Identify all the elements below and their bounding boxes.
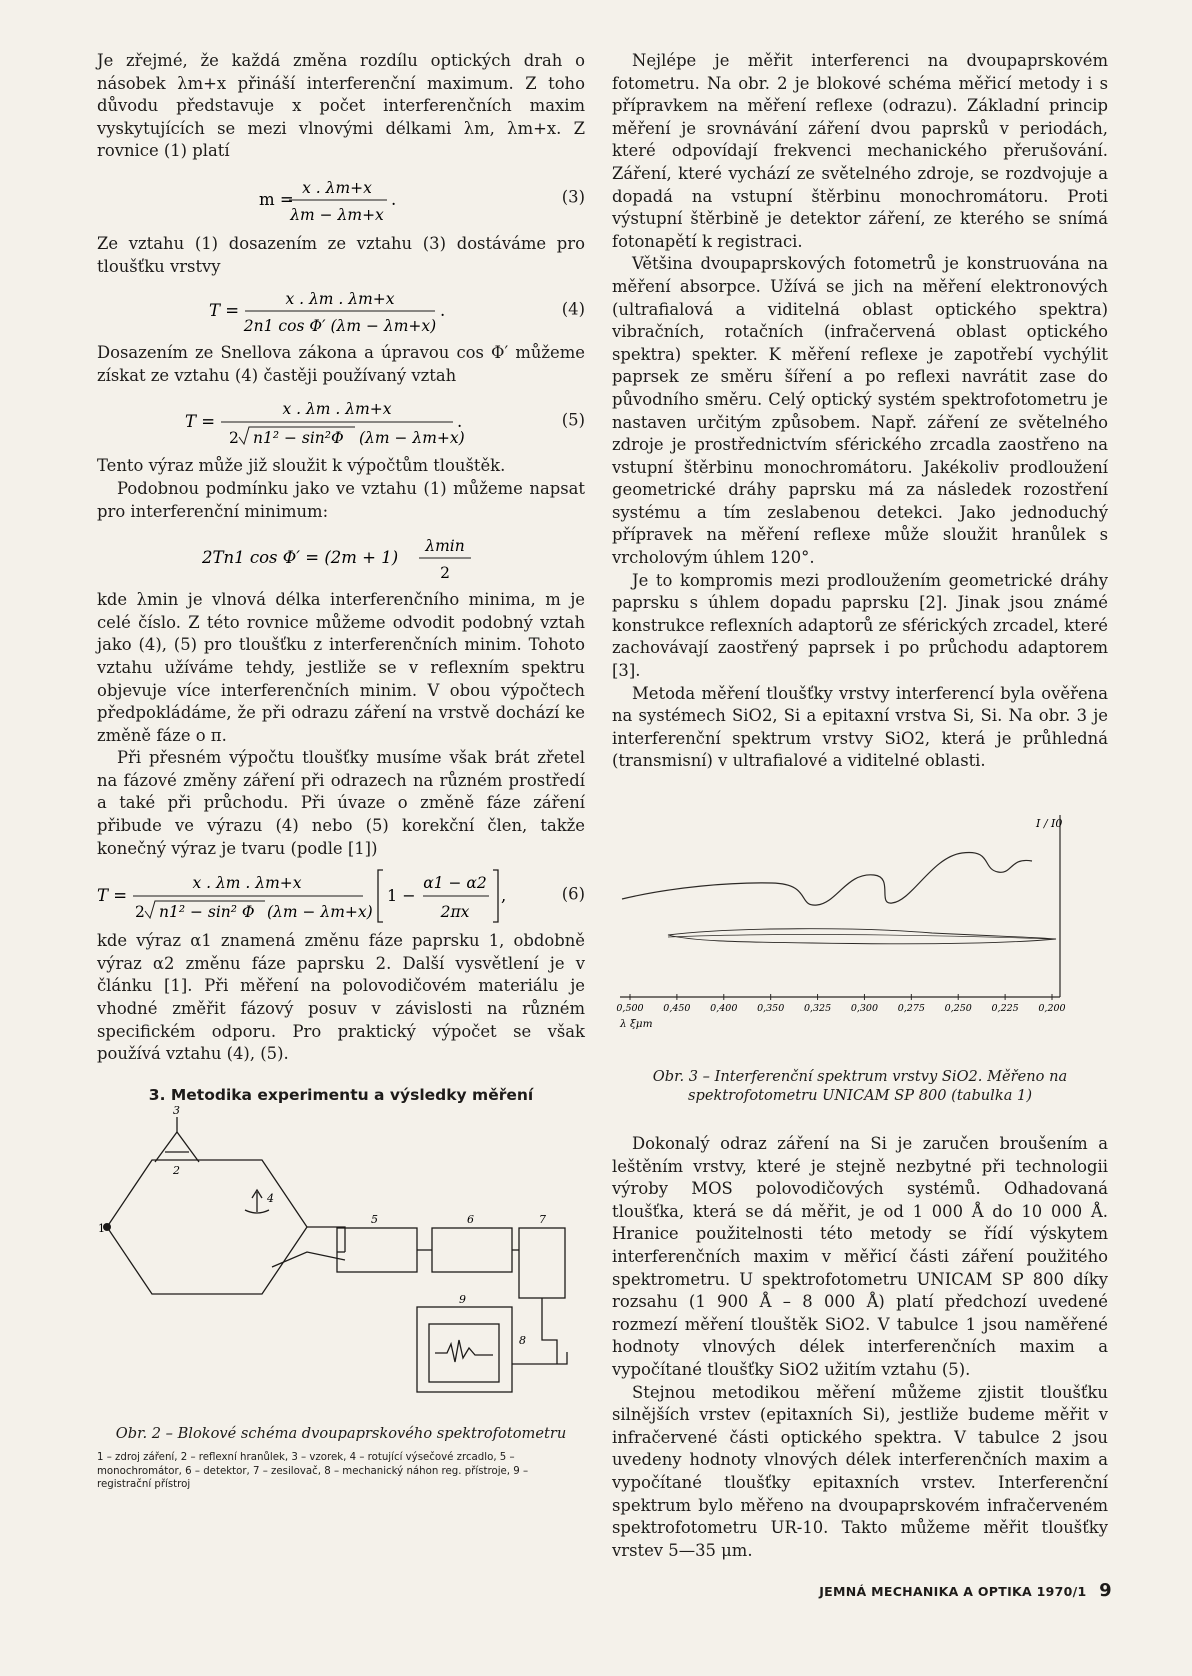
eq-radicand: n1² − sin² Φ (159, 903, 255, 922)
eq-bracket-term: 1 − (387, 886, 416, 906)
paragraph: Dokonalý odraz záření na Si je zaručen broušením a leštěním vrstvy, které je stejně nezbytné při technologii výroby MOS polovodičových systémů. Odhadovaná tloušťka, která se dá měřit, je od 1 000 Å do 10 000 Å. Hranice použitelnosti této metody se řídí výskytem interferenčních maxim v měřicí části záření použitého spektrometru. U spektrofotometru UNICAM SP 800 díky rozsahu (1 900 Å – 8 000 Å) platí předchozí uvedené rozmezí měření tlouštěk SiO2. V tabulce 1 jsou naměřené hodnoty vlnových délek interferenčních maxim a vypočítané tloušťky SiO2 užitím vztahu (5). (612, 1134, 1108, 1379)
figure-3 (612, 787, 1108, 1067)
diagram-label: 8 (519, 1334, 526, 1348)
baseline-trace (668, 929, 1056, 944)
x-tick-label: 0,200 (1038, 1003, 1066, 1014)
eq-numerator: λmin (425, 537, 465, 556)
eq-denominator: 2 (440, 564, 450, 583)
eq-denominator: 2n1 cos Φ′ (λm − λm+x) (243, 317, 437, 336)
paragraph: Tento výraz může již sloužit k výpočtům tlouštěk. (97, 456, 506, 476)
diagram-label: 9 (459, 1293, 466, 1307)
paragraph: kde λmin je vlnová délka interferenčního minima, m je celé číslo. Z této rovnice můžeme odvodit podobný vztah jako (4), (5) pro tloušťku z interferenčních minim. Tohoto vztahu užíváme tehdy, jestliže se v reflexním spektru objevuje více interferenčních minim. V obou výpočtech předpokládáme, že při odrazu záření na vrstvě dochází ke změně fáze o π. (97, 590, 585, 745)
x-tick-label: 0,450 (663, 1003, 691, 1014)
paragraph: Podobnou podmínku jako ve vztahu (1) můžeme napsat pro interferenční minimum: (97, 478, 585, 521)
paragraph: Většina dvoupaprskových fotometrů je konstruována na měření absorpce. Užívá se jich na měření elektronových (ultrafialová a viditelná oblast optického spektra) vibračních, rotačních (infračervená oblast optického spektra) spekter. K měření reflexe je zapotřebí vychýlit paprsek ze směru šíření a po reflexi navrátit zase do původního směru. Celý optický systém spektrofotometru je nastaven určitým způsobem. Např. záření ze světelného zdroje je prostřednictvím sférického zrcadla zaostřeno na vstupní štěrbinu monochromátoru. Jakékoliv prodloužení geometrické dráhy paprsku má za následek rozostření systému a tím zeslabenou detekci. Jako jednoduchý přípravek na měření reflexe může sloužit hranůlek s vrcholovým úhlem 120°. (612, 254, 1108, 568)
equation-5 (97, 391, 585, 451)
equation-number: (4) (561, 299, 585, 319)
eq-numerator: x . λm . λm+x (282, 400, 392, 419)
diagram-label: 2 (173, 1164, 180, 1178)
x-tick-label: 0,275 (897, 1003, 925, 1014)
x-tick-label: 0,500 (616, 1003, 644, 1014)
diagram-label: 6 (467, 1213, 474, 1227)
equation-6 (97, 864, 585, 926)
page-number: 9 (1099, 1580, 1112, 1601)
equation-3 (97, 167, 585, 229)
equation-number: (6) (561, 884, 585, 904)
paragraph: Je to kompromis mezi prodloužením geometrické dráhy paprsku s úhlem dopadu paprsku [2]. Jinak jsou známé konstrukce reflexních adaptorů ze sférických zrcadel, které zachovávají zaostřený paprsek i po průchodu adaptorem [3]. (612, 570, 1108, 681)
eq-lhs: 2Tn1 cos Φ′ = (2m + 1) (202, 548, 399, 568)
x-tick-label: 0,300 (850, 1003, 879, 1014)
eq-radicand: n1² − sin²Φ (253, 429, 344, 448)
eq-lhs: T = (209, 301, 240, 321)
paragraph: Dosazením ze Snellova zákona a úpravou cos Φ′ můžeme získat ze vztahu (4) častěji používaný vztah (97, 343, 585, 385)
eq-punct: . (440, 301, 446, 321)
figure-legend: 1 – zdroj záření, 2 – reflexní hranůlek, 3 – vzorek, 4 – rotující výsečové zrcadlo, 5 – monochromátor, 6 – detektor, 7 – zesilovač, 8 – mechanický náhon reg. přístroje, 9 – registrační přístroj (97, 1452, 529, 1490)
x-tick-label: 0,250 (944, 1003, 972, 1014)
spectrum-plot (612, 787, 1108, 1067)
diagram-label: 3 (173, 1104, 180, 1118)
eq-denominator: (λm − λm+x) (359, 429, 465, 448)
diagram-label: 1 (98, 1222, 105, 1236)
left-column (97, 50, 585, 1491)
eq-numerator: x . λm . λm+x (285, 290, 395, 309)
paragraph: Je zřejmé, že každá změna rozdílu optických drah o násobek λm+x přináší interferenční maximum. Z toho důvodu představuje x počet interferenčních maxim vyskytujících se mezi vlnovými délkami λm, λm+x. Z rovnice (1) platí (97, 51, 585, 161)
eq-lhs: m = (259, 189, 294, 209)
equation-number: (5) (561, 411, 585, 431)
right-column (612, 50, 1108, 1562)
diagram-label: 5 (371, 1213, 378, 1227)
diagram-label: 7 (539, 1213, 546, 1227)
equation-min (97, 527, 585, 585)
eq-bracket-numerator: α1 − α2 (423, 874, 487, 893)
paragraph: Metoda měření tloušťky vrstvy interferencí byla ověřena na systémech SiO2, Si a epitaxní vrstva Si, Si. Na obr. 3 je interferenční spektrum vrstvy SiO2, která je průhledná (transmisní) v ultrafialové a viditelné oblasti. (612, 683, 1108, 771)
y-axis-label: I / I0 (1036, 817, 1063, 830)
paragraph: Ze vztahu (1) dosazením ze vztahu (3) dostáváme pro tloušťku vrstvy (97, 233, 585, 276)
paragraph: kde výraz α1 znamená změnu fáze paprsku 1, obdobně výraz α2 změnu fáze paprsku 2. Další vysvětlení je v článku [1]. Při měření na polovodičovém materiálu je vhodné změřit fázový posuv v závislosti na různém specifickém odporu. Pro praktický výpočet se však používá vztahu (4), (5). (97, 931, 585, 1064)
x-tick-label: 0,350 (757, 1003, 785, 1014)
x-tick-label: 0,325 (803, 1003, 832, 1014)
figure-2 (97, 1104, 585, 1424)
x-tick-label: 0,400 (710, 1003, 738, 1014)
page-footer (819, 1580, 1112, 1601)
eq-factor: 2 (135, 903, 145, 922)
eq-numerator: x . λm . λm+x (192, 874, 302, 893)
eq-denominator: (λm − λm+x) (267, 903, 373, 922)
eq-lhs: T = (97, 886, 128, 906)
figure-caption: Obr. 3 – Interferenční spektrum vrstvy SiO2. Měřeno na spektrofotometru UNICAM SP 800 (tabulka 1) (652, 1068, 1068, 1104)
x-axis-label: λ ξμm (620, 1018, 653, 1030)
diagram-label: 4 (267, 1192, 274, 1206)
paragraph: Nejlépe je měřit interferenci na dvoupaprskovém fotometru. Na obr. 2 je blokové schéma měřicí metody i s přípravkem na měření reflexe (odrazu). Základní princip měření je srovnávání záření dvou paprsků v periodách, které odpovídají frekvenci mechanického přerušování. Záření, které vychází ze světelného zdroje, se rozdvojuje a dopadá na vstupní štěrbinu monochromátoru. Proti výstupní štěrbině je detektor záření, ze kterého se snímá fotonapětí k registraci. (612, 51, 1108, 251)
figure-caption: Obr. 2 – Blokové schéma dvoupaprskového spektrofotometru (115, 1425, 567, 1443)
equation-4 (97, 282, 585, 338)
eq-lhs: T = (185, 412, 216, 432)
paragraph: Stejnou metodikou měření můžeme zjistit tloušťku silnějších vrstev (epitaxních Si), jestliže budeme měřit v infračervené části optického spektra. V tabulce 2 jsou uvedeny hodnoty vlnových délek interferenčních maxim a vypočítané tloušťky epitaxních vrstev. Interferenční spektrum bylo měřeno na dvoupaprskovém infračerveném spektrofotometru UR-10. Takto můžeme měřit tloušťky vrstev 5—35 μm. (612, 1382, 1108, 1560)
x-tick-label: 0,225 (991, 1003, 1019, 1014)
equation-number: (3) (561, 187, 585, 207)
eq-factor: 2 (229, 429, 239, 448)
eq-punct: , (501, 886, 507, 906)
eq-numerator: x . λm+x (302, 178, 372, 197)
spectrum-curve (622, 852, 1032, 905)
eq-punct: . (391, 189, 397, 209)
paragraph: Při přesném výpočtu tloušťky musíme však brát zřetel na fázové změny záření při odrazech na různém prostředí a také při průchodu. Při úvaze o změně fáze záření přibude ve výrazu (4) nebo (5) korekční člen, takže konečný výraz je tvaru (podle [1]) (97, 748, 585, 858)
journal-name: JEMNÁ MECHANIKA A OPTIKA 1970/1 (819, 1584, 1087, 1599)
eq-punct: . (457, 412, 463, 432)
section-heading: 3. Metodika experimentu a výsledky měření (148, 1085, 534, 1104)
eq-denominator: λm − λm+x (290, 205, 384, 224)
eq-bracket-denominator: 2πx (440, 903, 470, 922)
block-diagram (97, 1104, 585, 1424)
